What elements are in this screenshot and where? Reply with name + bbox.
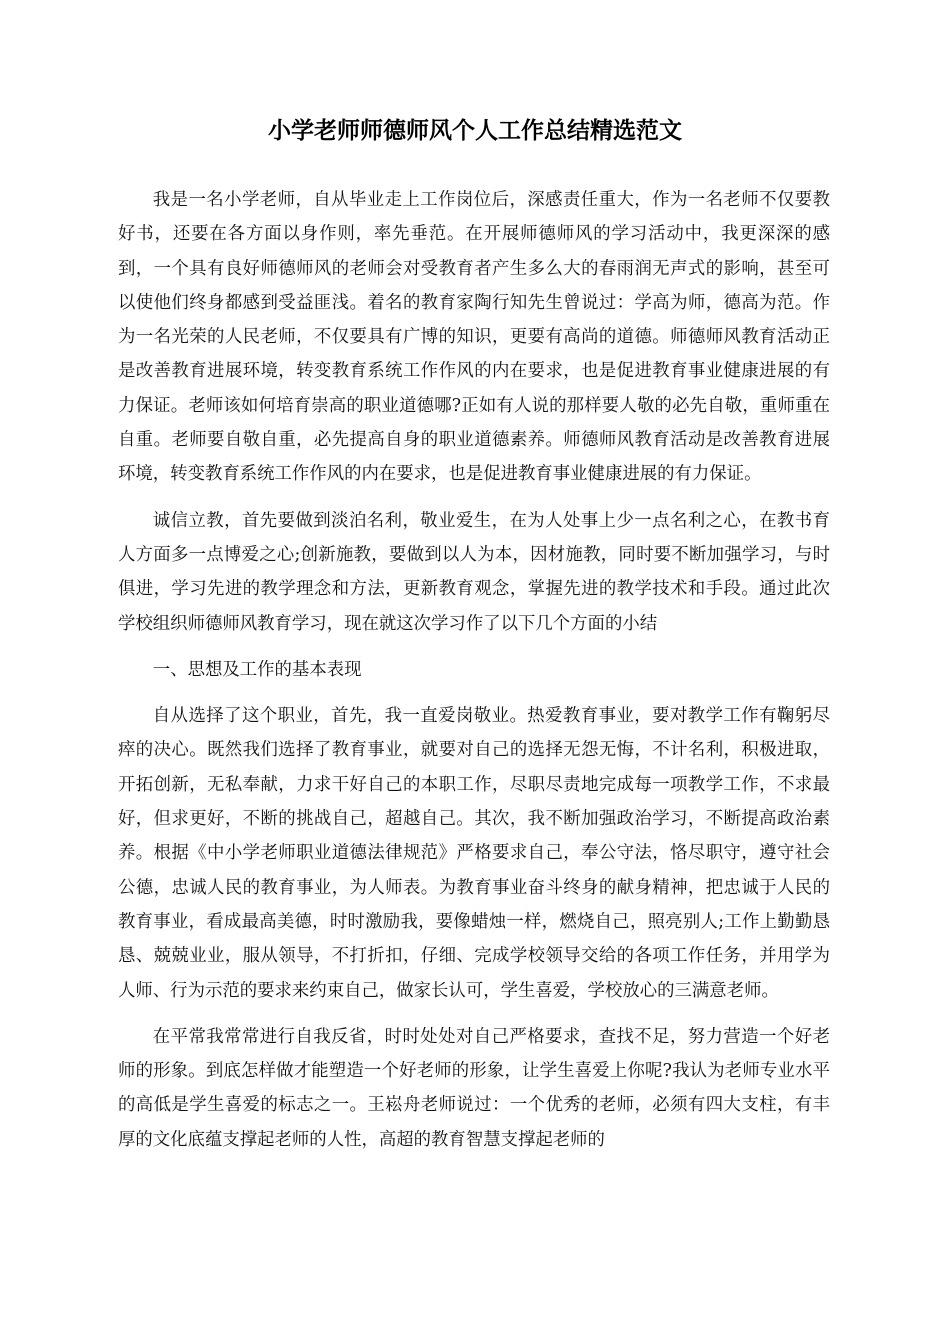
paragraph-intro: 我是一名小学老师，自从毕业走上工作岗位后，深感责任重大，作为一名老师不仅要教好书，还要在各方面以身作则，率先垂范。在开展师德师风的学习活动中，我更深深的感到，一个具有良好师德师风的老师会对受教育者产生多么大的春雨润无声式的影响，甚至可以使他们终身都感到受益匪浅。着名的教育家陶行知先生曾说过：学高为师，德高为范。作为一名光荣的人民老师，不仅要具有广博的知识，更要有高尚的道德。师德师风教育活动正是改善教育进展环境，转变教育系统工作作风的内在要求，也是促进教育事业健康进展的有力保证。老师该如何培育崇高的职业道德哪?正如有人说的那样要人敬的必先自敬，重师重在自重。老师要自敬自重，必先提高自身的职业道德素养。师德师风教育活动是改善教育进展环境，转变教育系统工作作风的内在要求，也是促进教育事业健康进展的有力保证。: [118, 190, 830, 485]
document-body: [118, 183, 830, 1169]
paragraph-dedication: 自从选择了这个职业，首先，我一直爱岗敬业。热爱教育事业，要对教学工作有鞠躬尽瘁的决心。既然我们选择了教育事业，就要对自己的选择无怨无悔，不计名利，积极进取，开拓创新，无私奉献，力求干好自己的本职工作，尽职尽责地完成每一项教学工作，不求最好，但求更好，不断的挑战自己，超越自己。其次，我不断加强政治学习，不断提高政治素养。根据《中小学老师职业道德法律规范》严格要求自己，奉公守法，恪尽职守，遵守社会公德，忠诚人民的教育事业，为人师表。为教育事业奋斗终身的献身精神，把忠诚于人民的教育事业，看成最高美德，时时激励我，要像蜡烛一样，燃烧自己，照亮别人;工作上勤勤恳恳、兢兢业业，服从领导，不打折扣，仔细、完成学校领导交给的各项工作任务，并用学为人师、行为示范的要求来约束自己，做家长认可，学生喜爱，学校放心的三满意老师。: [118, 706, 830, 1001]
document-title: 小学老师师德师风个人工作总结精选范文: [268, 117, 682, 144]
section-heading: 一、思想及工作的基本表现: [152, 659, 362, 680]
paragraph-integrity: 诚信立教，首先要做到淡泊名利，敬业爱生，在为人处事上少一点名利之心，在教书育人方面多一点博爱之心;创新施教，要做到以人为本，因材施教，同时要不断加强学习，与时俱进，学习先进的教学理念和方法，更新教育观念，掌握先进的教学技术和手段。通过此次学校组织师德师风教育学习，现在就这次学习作了以下几个方面的小结: [118, 510, 830, 634]
paragraph-self-reflection: 在平常我常常进行自我反省，时时处处对自己严格要求，查找不足，努力营造一个好老师的形象。到底怎样做才能塑造一个好老师的形象，让学生喜爱上你呢?我认为老师专业水平的高低是学生喜爱的标志之一。王崧舟老师说过：一个优秀的老师，必须有四大支柱，有丰厚的文化底蕴支撑起老师的人性，高超的教育智慧支撑起老师的: [118, 1026, 830, 1150]
